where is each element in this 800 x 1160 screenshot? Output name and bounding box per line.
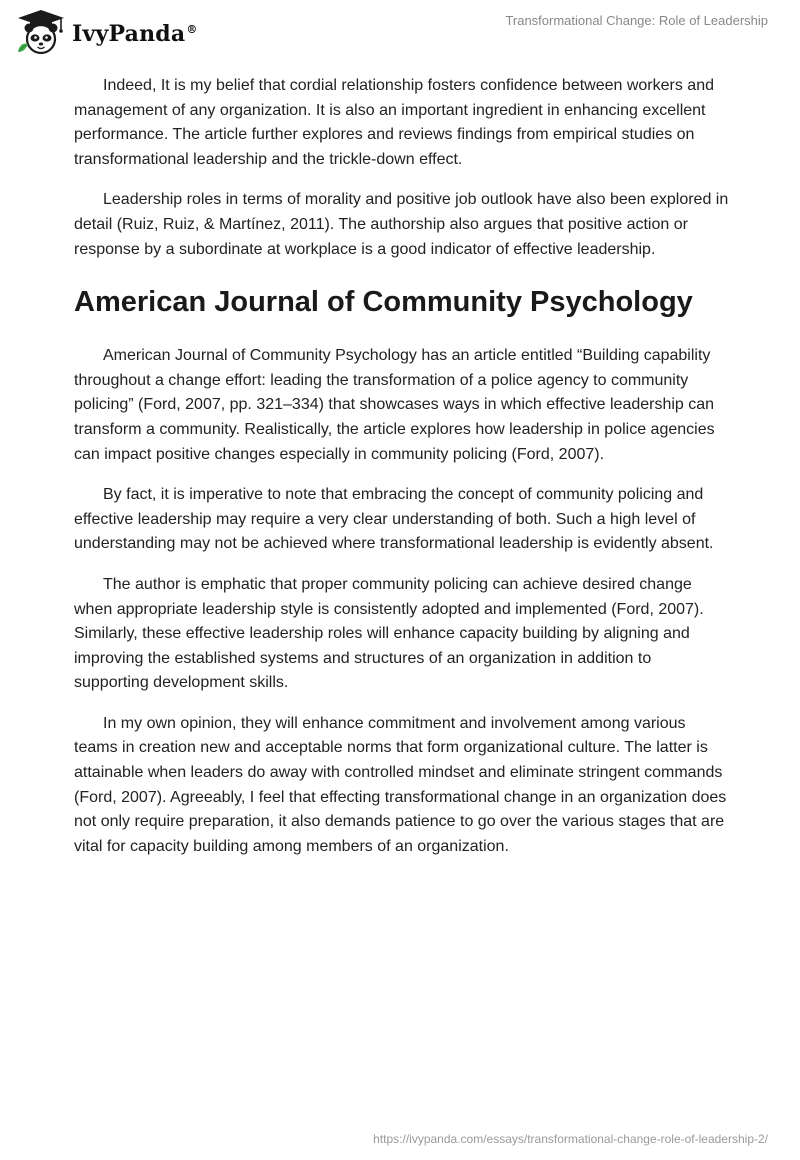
paragraph: In my own opinion, they will enhance commitment and involvement among various teams in creation new and acceptable norms that form organizational culture. The latter is attainable when leaders do away with controlled mindset and eliminate stringent commands (Ford, 2007). Agreeably, I feel that effecting transformational change in an organization does not only require preparation, it also demands patience to go over the various stages that are vital for capacity building among members of an organization. [74, 714, 727, 855]
brand-name [72, 21, 198, 47]
essay-body [74, 74, 730, 875]
document-title: Transformational Change: Role of Leadership [505, 13, 768, 28]
paragraph: By fact, it is imperative to note that embracing the concept of community policing and effective leadership may require a very clear understanding of both. Such a high level of understanding may not be achieved where transformational leadership is evidently absent. [74, 486, 714, 553]
registered-mark: ® [186, 22, 198, 36]
paragraph: Indeed, It is my belief that cordial relationship fosters confidence between workers and management of any organization. It is also an important ingredient in enhancing excellent performance. The article further explores and reviews findings from empirical studies on transformational leadership and the trickle-down effect. [74, 77, 714, 168]
paragraph: The author is emphatic that proper community policing can achieve desired change when appropriate leadership style is consistently adopted and implemented (Ford, 2007). Similarly, these effective leadership roles will enhance capacity building by aligning and improving the established systems and structures of an organization in addition to supporting development skills. [74, 575, 704, 692]
brand-name-text: IvyPanda [72, 21, 186, 47]
ivypanda-logo[interactable] [14, 8, 198, 56]
section-heading: American Journal of Community Psychology [74, 286, 693, 319]
panda-graduate-icon [14, 8, 68, 56]
source-url[interactable]: https://ivypanda.com/essays/transformational-change-role-of-leadership-2/ [373, 1132, 768, 1146]
paragraph: Leadership roles in terms of morality and positive job outlook have also been explored in detail (Ruiz, Ruiz, & Martínez, 2011). The authorship also argues that positive action or response by a subordinate at workplace is a good indicator of effective leadership. [74, 191, 729, 258]
paragraph: American Journal of Community Psychology has an article entitled “Building capability throughout a change effort: leading the transformation of a police agency to community policing” (Ford, 2007, pp. 321–334) that showcases ways in which effective leadership can transform a community. Realistically, the article explores how leadership in police agencies can impact positive changes especially in community policing (Ford, 2007). [74, 347, 715, 463]
page-header [0, 0, 800, 64]
